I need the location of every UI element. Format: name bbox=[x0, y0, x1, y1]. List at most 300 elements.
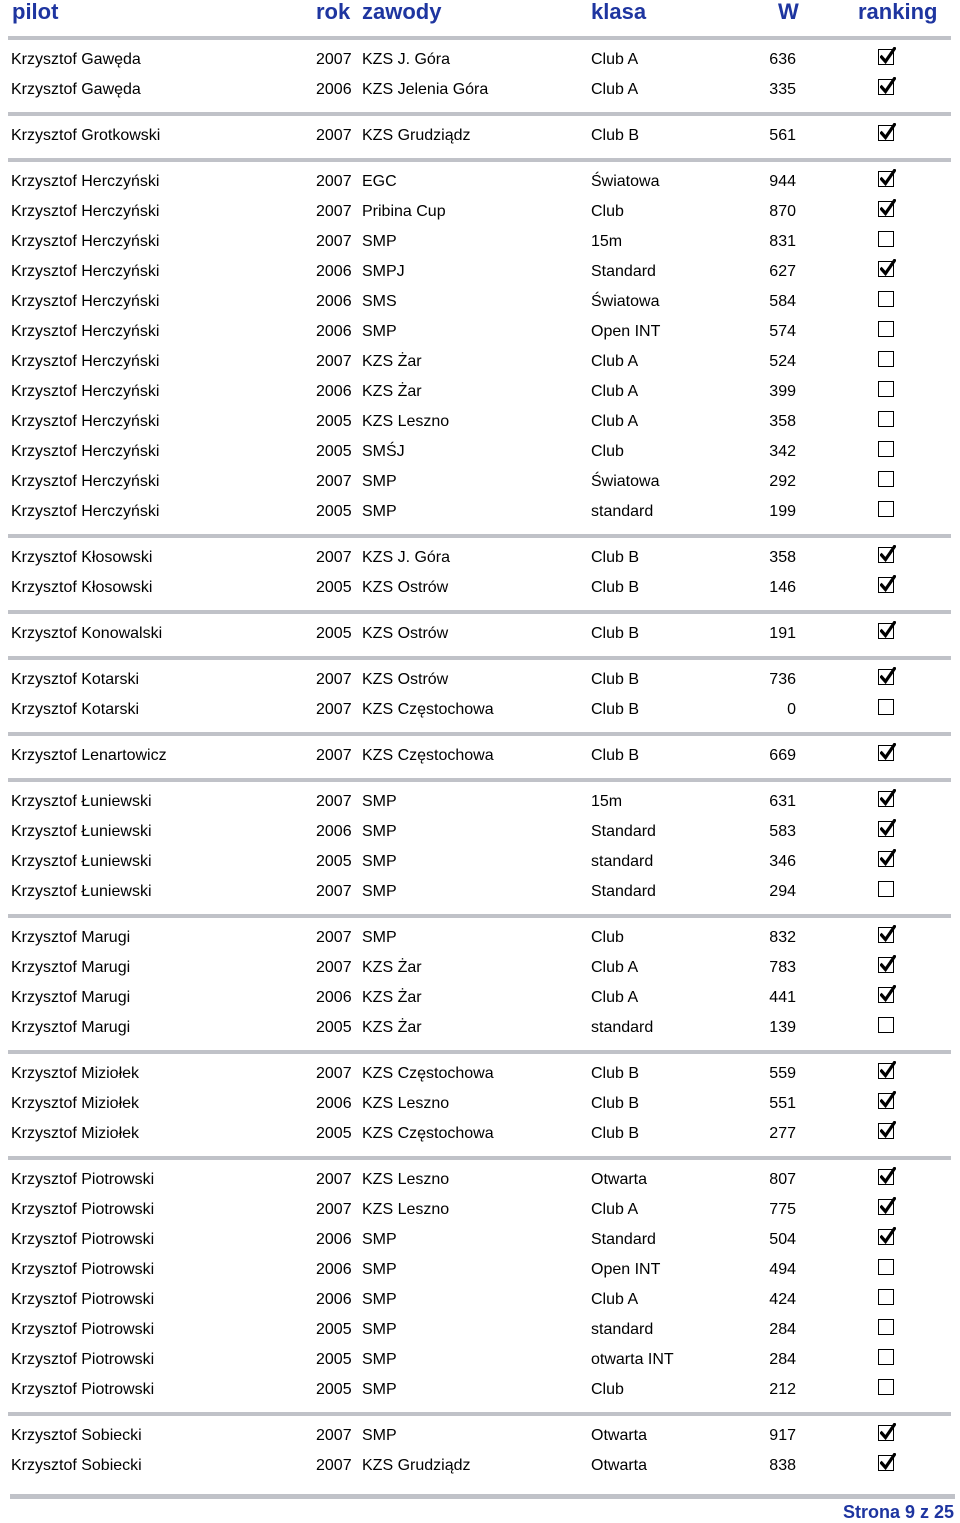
cell-klasa: standard bbox=[591, 853, 654, 870]
cell-w: 832 bbox=[769, 929, 796, 946]
cell-w: 277 bbox=[769, 1125, 796, 1142]
cell-pilot: Krzysztof Marugi bbox=[11, 989, 131, 1006]
cell-pilot: Krzysztof Herczyński bbox=[11, 203, 160, 220]
cell-rok: 2007 bbox=[316, 959, 352, 976]
cell-zawody: KZS Ostrów bbox=[362, 579, 449, 596]
checked-checkbox[interactable] bbox=[878, 49, 894, 65]
checkmark-icon bbox=[880, 169, 896, 187]
cell-zawody: KZS Częstochowa bbox=[362, 701, 494, 718]
cell-klasa: Club B bbox=[591, 1125, 640, 1142]
cell-rok: 2005 bbox=[316, 443, 352, 460]
cell-w: 146 bbox=[769, 579, 796, 596]
checkmark-icon bbox=[880, 743, 896, 761]
cell-klasa: otwarta INT bbox=[591, 1351, 674, 1368]
checkmark-icon bbox=[880, 621, 896, 639]
table-row bbox=[0, 1316, 960, 1346]
cell-pilot: Krzysztof Herczyński bbox=[11, 443, 160, 460]
cell-klasa: Club bbox=[591, 1381, 624, 1398]
checked-checkbox[interactable] bbox=[878, 1199, 894, 1215]
cell-zawody: EGC bbox=[362, 173, 397, 190]
group-separator bbox=[8, 610, 951, 614]
cell-zawody: KZS Grudziądz bbox=[362, 1457, 471, 1474]
cell-rok: 2007 bbox=[316, 173, 352, 190]
cell-rok: 2006 bbox=[316, 989, 352, 1006]
cell-zawody: KZS J. Góra bbox=[362, 549, 451, 566]
cell-w: 199 bbox=[769, 503, 796, 520]
table-row bbox=[0, 46, 960, 76]
cell-pilot: Krzysztof Łuniewski bbox=[11, 823, 152, 840]
cell-rok: 2007 bbox=[316, 1427, 352, 1444]
checkmark-icon bbox=[880, 1121, 896, 1139]
cell-rok: 2007 bbox=[316, 353, 352, 370]
cell-rok: 2005 bbox=[316, 1321, 352, 1338]
table-row bbox=[0, 1196, 960, 1226]
cell-pilot: Krzysztof Sobiecki bbox=[11, 1427, 142, 1444]
table-row bbox=[0, 228, 960, 258]
table-row bbox=[0, 1452, 960, 1482]
cell-pilot: Krzysztof Herczyński bbox=[11, 473, 160, 490]
cell-pilot: Krzysztof Gawęda bbox=[11, 81, 141, 98]
cell-w: 358 bbox=[769, 413, 796, 430]
checked-checkbox[interactable] bbox=[878, 1425, 894, 1441]
cell-klasa: Club B bbox=[591, 579, 640, 596]
cell-rok: 2005 bbox=[316, 503, 352, 520]
cell-klasa: standard bbox=[591, 1321, 654, 1338]
checkmark-icon bbox=[880, 1423, 896, 1441]
cell-rok: 2006 bbox=[316, 263, 352, 280]
cell-zawody: SMP bbox=[362, 233, 397, 250]
cell-w: 504 bbox=[769, 1231, 796, 1248]
table-row bbox=[0, 1346, 960, 1376]
cell-w: 524 bbox=[769, 353, 796, 370]
table-row bbox=[0, 848, 960, 878]
cell-klasa: Światowa bbox=[591, 173, 660, 190]
cell-w: 631 bbox=[769, 793, 796, 810]
cell-klasa: Club B bbox=[591, 747, 640, 764]
unchecked-checkbox[interactable] bbox=[878, 1259, 894, 1275]
checked-checkbox[interactable] bbox=[878, 987, 894, 1003]
cell-klasa: Club B bbox=[591, 549, 640, 566]
cell-w: 831 bbox=[769, 233, 796, 250]
cell-w: 358 bbox=[769, 549, 796, 566]
cell-w: 139 bbox=[769, 1019, 796, 1036]
checked-checkbox[interactable] bbox=[878, 957, 894, 973]
checked-checkbox[interactable] bbox=[878, 791, 894, 807]
cell-klasa: 15m bbox=[591, 233, 623, 250]
cell-zawody: SMP bbox=[362, 503, 397, 520]
checked-checkbox[interactable] bbox=[878, 547, 894, 563]
cell-w: 574 bbox=[769, 323, 796, 340]
cell-w: 284 bbox=[769, 1321, 796, 1338]
cell-pilot: Krzysztof Kłosowski bbox=[11, 579, 153, 596]
cell-w: 335 bbox=[769, 81, 796, 98]
cell-klasa: Club A bbox=[591, 989, 639, 1006]
table-row bbox=[0, 1060, 960, 1090]
table-row bbox=[0, 288, 960, 318]
cell-pilot: Krzysztof Łuniewski bbox=[11, 883, 152, 900]
cell-w: 212 bbox=[769, 1381, 796, 1398]
cell-klasa: Otwarta bbox=[591, 1427, 648, 1444]
cell-zawody: Pribina Cup bbox=[362, 203, 446, 220]
cell-rok: 2007 bbox=[316, 473, 352, 490]
cell-pilot: Krzysztof Miziołek bbox=[11, 1095, 140, 1112]
cell-rok: 2006 bbox=[316, 81, 352, 98]
cell-rok: 2007 bbox=[316, 793, 352, 810]
table-row bbox=[0, 788, 960, 818]
unchecked-checkbox[interactable] bbox=[878, 699, 894, 715]
checkmark-icon bbox=[880, 77, 896, 95]
unchecked-checkbox[interactable] bbox=[878, 351, 894, 367]
cell-w: 294 bbox=[769, 883, 796, 900]
cell-rok: 2007 bbox=[316, 549, 352, 566]
cell-klasa: Club A bbox=[591, 959, 639, 976]
checked-checkbox[interactable] bbox=[878, 1455, 894, 1471]
cell-zawody: SMP bbox=[362, 883, 397, 900]
checked-checkbox[interactable] bbox=[878, 821, 894, 837]
cell-rok: 2006 bbox=[316, 1261, 352, 1278]
cell-zawody: KZS Ostrów bbox=[362, 671, 449, 688]
cell-pilot: Krzysztof Łuniewski bbox=[11, 793, 152, 810]
page-footer bbox=[0, 1494, 960, 1521]
checkmark-icon bbox=[880, 47, 896, 65]
table-row bbox=[0, 696, 960, 726]
cell-klasa: Club bbox=[591, 203, 624, 220]
group-separator bbox=[8, 656, 951, 660]
unchecked-checkbox[interactable] bbox=[878, 1349, 894, 1365]
cell-rok: 2006 bbox=[316, 383, 352, 400]
unchecked-checkbox[interactable] bbox=[878, 291, 894, 307]
cell-pilot: Krzysztof Konowalski bbox=[11, 625, 163, 642]
cell-w: 559 bbox=[769, 1065, 796, 1082]
table-row bbox=[0, 1120, 960, 1150]
table-row bbox=[0, 1256, 960, 1286]
cell-klasa: Open INT bbox=[591, 323, 661, 340]
cell-pilot: Krzysztof Miziołek bbox=[11, 1065, 140, 1082]
cell-pilot: Krzysztof Piotrowski bbox=[11, 1321, 155, 1338]
cell-klasa: Club B bbox=[591, 625, 640, 642]
cell-pilot: Krzysztof Herczyński bbox=[11, 173, 160, 190]
cell-w: 870 bbox=[769, 203, 796, 220]
cell-zawody: SMP bbox=[362, 1231, 397, 1248]
cell-klasa: Standard bbox=[591, 1231, 656, 1248]
unchecked-checkbox[interactable] bbox=[878, 501, 894, 517]
cell-zawody: KZS J. Góra bbox=[362, 51, 451, 68]
group-separator bbox=[8, 1156, 951, 1160]
table-row bbox=[0, 742, 960, 772]
cell-klasa: Club bbox=[591, 929, 624, 946]
cell-rok: 2007 bbox=[316, 701, 352, 718]
group-separator bbox=[8, 914, 951, 918]
cell-w: 583 bbox=[769, 823, 796, 840]
cell-pilot: Krzysztof Piotrowski bbox=[11, 1231, 155, 1248]
checked-checkbox[interactable] bbox=[878, 125, 894, 141]
cell-pilot: Krzysztof Herczyński bbox=[11, 233, 160, 250]
group-separator bbox=[8, 778, 951, 782]
checkmark-icon bbox=[880, 667, 896, 685]
table-row bbox=[0, 438, 960, 468]
table-row bbox=[0, 1014, 960, 1044]
cell-pilot: Krzysztof Herczyński bbox=[11, 263, 160, 280]
cell-pilot: Krzysztof Gawęda bbox=[11, 51, 141, 68]
table-row bbox=[0, 1090, 960, 1120]
cell-zawody: KZS Żar bbox=[362, 353, 422, 370]
cell-rok: 2005 bbox=[316, 579, 352, 596]
cell-w: 636 bbox=[769, 51, 796, 68]
cell-zawody: KZS Jelenia Góra bbox=[362, 81, 489, 98]
cell-zawody: KZS Żar bbox=[362, 959, 422, 976]
cell-w: 783 bbox=[769, 959, 796, 976]
unchecked-checkbox[interactable] bbox=[878, 381, 894, 397]
cell-w: 399 bbox=[769, 383, 796, 400]
unchecked-checkbox[interactable] bbox=[878, 1319, 894, 1335]
table-row bbox=[0, 408, 960, 438]
header-zawody: zawody bbox=[362, 0, 442, 24]
cell-rok: 2007 bbox=[316, 51, 352, 68]
checkmark-icon bbox=[880, 1197, 896, 1215]
cell-zawody: SMP bbox=[362, 1427, 397, 1444]
cell-klasa: Club A bbox=[591, 1201, 639, 1218]
cell-pilot: Krzysztof Marugi bbox=[11, 959, 131, 976]
cell-zawody: KZS Żar bbox=[362, 383, 422, 400]
cell-klasa: Club A bbox=[591, 353, 639, 370]
checked-checkbox[interactable] bbox=[878, 1169, 894, 1185]
cell-rok: 2007 bbox=[316, 1065, 352, 1082]
table-row bbox=[0, 878, 960, 908]
table-row bbox=[0, 984, 960, 1014]
cell-zawody: SMP bbox=[362, 1381, 397, 1398]
cell-w: 441 bbox=[769, 989, 796, 1006]
table-row bbox=[0, 468, 960, 498]
cell-w: 346 bbox=[769, 853, 796, 870]
group-separator bbox=[8, 158, 951, 162]
cell-klasa: Open INT bbox=[591, 1261, 661, 1278]
checked-checkbox[interactable] bbox=[878, 745, 894, 761]
cell-rok: 2007 bbox=[316, 929, 352, 946]
cell-w: 627 bbox=[769, 263, 796, 280]
cell-pilot: Krzysztof Herczyński bbox=[11, 323, 160, 340]
group-separator bbox=[8, 534, 951, 538]
cell-rok: 2005 bbox=[316, 625, 352, 642]
cell-w: 584 bbox=[769, 293, 796, 310]
checked-checkbox[interactable] bbox=[878, 577, 894, 593]
table-row bbox=[0, 1166, 960, 1196]
group-separator bbox=[8, 1050, 951, 1054]
cell-zawody: KZS Żar bbox=[362, 1019, 422, 1036]
cell-w: 494 bbox=[769, 1261, 796, 1278]
cell-rok: 2006 bbox=[316, 1291, 352, 1308]
cell-pilot: Krzysztof Piotrowski bbox=[11, 1201, 155, 1218]
cell-klasa: Standard bbox=[591, 883, 656, 900]
cell-zawody: SMP bbox=[362, 1261, 397, 1278]
cell-klasa: standard bbox=[591, 503, 654, 520]
cell-pilot: Krzysztof Piotrowski bbox=[11, 1351, 155, 1368]
cell-w: 292 bbox=[769, 473, 796, 490]
checkmark-icon bbox=[880, 123, 896, 141]
header-rok: rok bbox=[316, 0, 351, 24]
table-row bbox=[0, 924, 960, 954]
cell-pilot: Krzysztof Piotrowski bbox=[11, 1261, 155, 1278]
checkmark-icon bbox=[880, 849, 896, 867]
checkmark-icon bbox=[880, 819, 896, 837]
header-klasa: klasa bbox=[591, 0, 647, 24]
table-row bbox=[0, 122, 960, 152]
checked-checkbox[interactable] bbox=[878, 927, 894, 943]
cell-w: 424 bbox=[769, 1291, 796, 1308]
cell-rok: 2006 bbox=[316, 323, 352, 340]
cell-pilot: Krzysztof Łuniewski bbox=[11, 853, 152, 870]
unchecked-checkbox[interactable] bbox=[878, 321, 894, 337]
cell-zawody: SMŚJ bbox=[362, 443, 405, 460]
checkmark-icon bbox=[880, 1061, 896, 1079]
checked-checkbox[interactable] bbox=[878, 261, 894, 277]
cell-w: 669 bbox=[769, 747, 796, 764]
cell-klasa: Club A bbox=[591, 81, 639, 98]
table-row bbox=[0, 1376, 960, 1406]
checkmark-icon bbox=[880, 199, 896, 217]
checkmark-icon bbox=[880, 925, 896, 943]
unchecked-checkbox[interactable] bbox=[878, 881, 894, 897]
checked-checkbox[interactable] bbox=[878, 171, 894, 187]
cell-klasa: Club A bbox=[591, 51, 639, 68]
cell-pilot: Krzysztof Miziołek bbox=[11, 1125, 140, 1142]
table-row bbox=[0, 378, 960, 408]
checked-checkbox[interactable] bbox=[878, 1063, 894, 1079]
checkmark-icon bbox=[880, 575, 896, 593]
table-row bbox=[0, 954, 960, 984]
checked-checkbox[interactable] bbox=[878, 1229, 894, 1245]
group-separator bbox=[8, 112, 951, 116]
results-table bbox=[0, 36, 960, 1482]
unchecked-checkbox[interactable] bbox=[878, 411, 894, 427]
cell-zawody: KZS Żar bbox=[362, 989, 422, 1006]
cell-pilot: Krzysztof Kotarski bbox=[11, 671, 140, 688]
cell-pilot: Krzysztof Kotarski bbox=[11, 701, 140, 718]
cell-pilot: Krzysztof Sobiecki bbox=[11, 1457, 142, 1474]
cell-w: 838 bbox=[769, 1457, 796, 1474]
cell-zawody: KZS Leszno bbox=[362, 1095, 450, 1112]
cell-rok: 2005 bbox=[316, 1125, 352, 1142]
checkmark-icon bbox=[880, 985, 896, 1003]
table-row bbox=[0, 620, 960, 650]
cell-pilot: Krzysztof Marugi bbox=[11, 1019, 131, 1036]
checkmark-icon bbox=[880, 259, 896, 277]
table-row bbox=[0, 666, 960, 696]
unchecked-checkbox[interactable] bbox=[878, 231, 894, 247]
cell-pilot: Krzysztof Piotrowski bbox=[11, 1381, 155, 1398]
cell-rok: 2007 bbox=[316, 1457, 352, 1474]
group-separator bbox=[8, 732, 951, 736]
cell-w: 917 bbox=[769, 1427, 796, 1444]
cell-rok: 2006 bbox=[316, 293, 352, 310]
cell-zawody: SMP bbox=[362, 929, 397, 946]
table-row bbox=[0, 1422, 960, 1452]
table-row bbox=[0, 168, 960, 198]
cell-rok: 2005 bbox=[316, 1351, 352, 1368]
checked-checkbox[interactable] bbox=[878, 1093, 894, 1109]
unchecked-checkbox[interactable] bbox=[878, 471, 894, 487]
checkmark-icon bbox=[880, 1091, 896, 1109]
cell-zawody: KZS Częstochowa bbox=[362, 1125, 494, 1142]
cell-klasa: Światowa bbox=[591, 293, 660, 310]
cell-w: 284 bbox=[769, 1351, 796, 1368]
cell-w: 944 bbox=[769, 173, 796, 190]
cell-rok: 2007 bbox=[316, 1171, 352, 1188]
cell-klasa: Club B bbox=[591, 1095, 640, 1112]
cell-rok: 2007 bbox=[316, 747, 352, 764]
checked-checkbox[interactable] bbox=[878, 623, 894, 639]
checkmark-icon bbox=[880, 1227, 896, 1245]
checked-checkbox[interactable] bbox=[878, 669, 894, 685]
cell-pilot: Krzysztof Herczyński bbox=[11, 293, 160, 310]
cell-klasa: Club B bbox=[591, 1065, 640, 1082]
cell-klasa: Club bbox=[591, 443, 624, 460]
cell-pilot: Krzysztof Kłosowski bbox=[11, 549, 153, 566]
cell-w: 807 bbox=[769, 1171, 796, 1188]
cell-klasa: Standard bbox=[591, 263, 656, 280]
cell-rok: 2006 bbox=[316, 1095, 352, 1112]
header-pilot: pilot bbox=[12, 0, 59, 24]
header-ranking: ranking bbox=[858, 0, 938, 24]
checked-checkbox[interactable] bbox=[878, 79, 894, 95]
checked-checkbox[interactable] bbox=[878, 1123, 894, 1139]
cell-pilot: Krzysztof Herczyński bbox=[11, 413, 160, 430]
unchecked-checkbox[interactable] bbox=[878, 441, 894, 457]
cell-klasa: Club A bbox=[591, 413, 639, 430]
cell-klasa: Club A bbox=[591, 1291, 639, 1308]
cell-zawody: SMP bbox=[362, 323, 397, 340]
cell-pilot: Krzysztof Herczyński bbox=[11, 353, 160, 370]
checkmark-icon bbox=[880, 1453, 896, 1471]
table-row bbox=[0, 1286, 960, 1316]
cell-rok: 2006 bbox=[316, 1231, 352, 1248]
cell-klasa: standard bbox=[591, 1019, 654, 1036]
cell-w: 736 bbox=[769, 671, 796, 688]
cell-zawody: SMS bbox=[362, 293, 397, 310]
checkmark-icon bbox=[880, 789, 896, 807]
checkmark-icon bbox=[880, 1167, 896, 1185]
checked-checkbox[interactable] bbox=[878, 201, 894, 217]
table-row bbox=[0, 258, 960, 288]
cell-zawody: SMP bbox=[362, 793, 397, 810]
cell-klasa: Otwarta bbox=[591, 1457, 648, 1474]
cell-klasa: Światowa bbox=[591, 473, 660, 490]
cell-zawody: KZS Grudziądz bbox=[362, 127, 471, 144]
group-separator bbox=[8, 36, 951, 40]
table-row bbox=[0, 498, 960, 528]
cell-pilot: Krzysztof Marugi bbox=[11, 929, 131, 946]
cell-rok: 2007 bbox=[316, 1201, 352, 1218]
checkmark-icon bbox=[880, 545, 896, 563]
cell-rok: 2005 bbox=[316, 413, 352, 430]
cell-klasa: Club B bbox=[591, 701, 640, 718]
unchecked-checkbox[interactable] bbox=[878, 1017, 894, 1033]
cell-pilot: Krzysztof Herczyński bbox=[11, 383, 160, 400]
cell-zawody: SMP bbox=[362, 473, 397, 490]
cell-rok: 2007 bbox=[316, 233, 352, 250]
unchecked-checkbox[interactable] bbox=[878, 1379, 894, 1395]
header-w: W bbox=[778, 0, 799, 24]
cell-klasa: Club B bbox=[591, 671, 640, 688]
unchecked-checkbox[interactable] bbox=[878, 1289, 894, 1305]
table-row bbox=[0, 1226, 960, 1256]
cell-rok: 2005 bbox=[316, 1381, 352, 1398]
cell-rok: 2007 bbox=[316, 883, 352, 900]
cell-zawody: SMP bbox=[362, 823, 397, 840]
cell-pilot: Krzysztof Herczyński bbox=[11, 503, 160, 520]
checked-checkbox[interactable] bbox=[878, 851, 894, 867]
cell-rok: 2007 bbox=[316, 127, 352, 144]
cell-zawody: KZS Leszno bbox=[362, 1171, 450, 1188]
